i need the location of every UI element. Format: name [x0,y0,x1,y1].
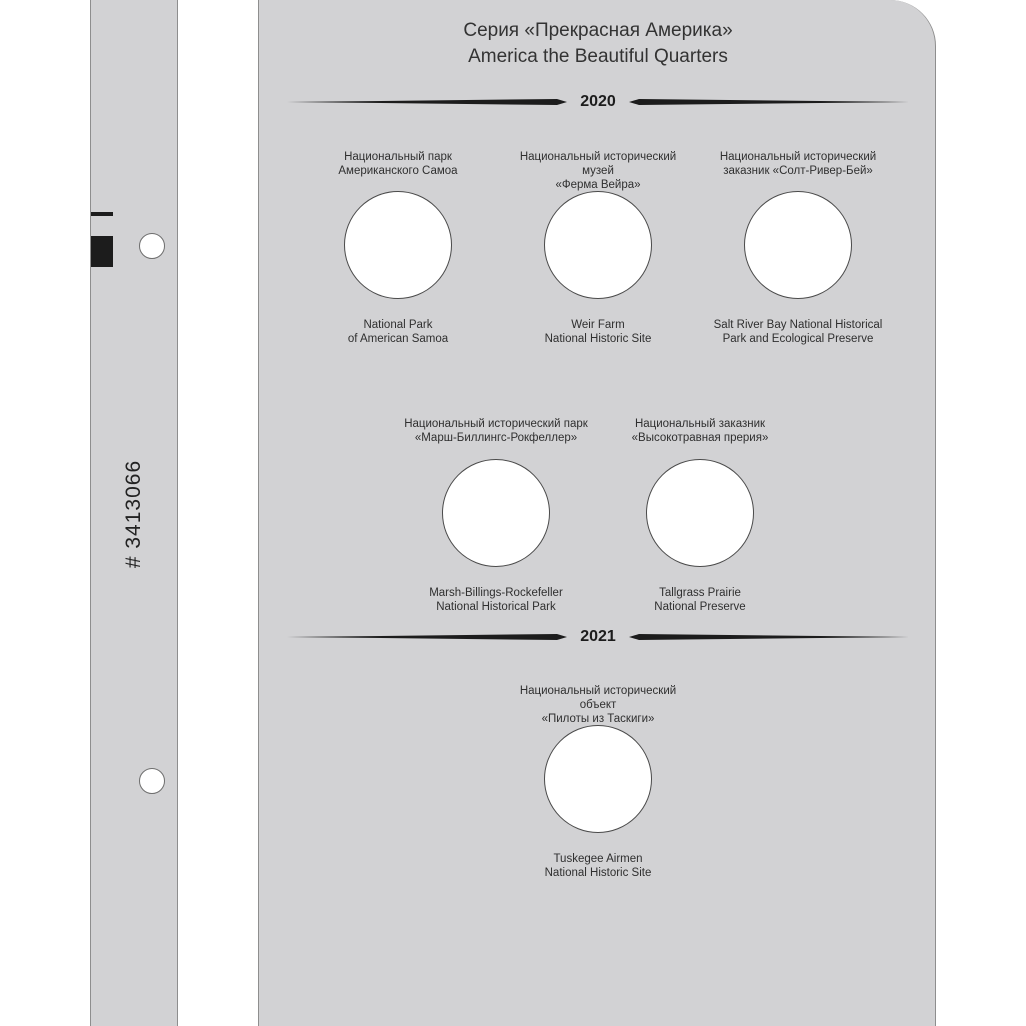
coin-slot-marsh-billings-rockefeller [401,417,591,614]
registration-mark-thin [91,212,113,216]
coin-hole [646,459,754,567]
year-divider-2020 [287,91,909,113]
year-label: 2021 [580,628,616,645]
coin-slot-tuskegee-airmen [503,684,693,880]
coin-slot-salt-river-bay [703,150,893,346]
year-label: 2020 [580,93,616,110]
caption-en: Marsh-Billings-Rockefeller National Historical Park [429,587,563,613]
coin-slot-american-samoa [303,150,493,346]
coin-hole [344,191,452,299]
coin-hole [442,459,550,567]
caption-ru: Национальный заказник «Высокотравная прерия» [631,418,769,444]
year-divider-2021 [287,626,909,648]
coin-hole [544,725,652,833]
coin-hole [544,191,652,299]
caption-ru: Национальный парк Американского Самоа [338,151,458,177]
catalog-code: # 3413066 [122,459,145,569]
punch-hole-bottom [139,768,165,794]
caption-ru: Национальный исторический объект «Пилоты из Таскиги» [519,685,677,725]
coin-slot-tallgrass-prairie [605,417,795,614]
caption-ru: Национальный исторический заказник «Солт-Ривер-Бей» [719,151,877,177]
album-sheet [258,0,936,1026]
caption-ru: Национальный исторический музей «Ферма Вейра» [519,151,677,191]
caption-en: Tuskegee Airmen National Historic Site [544,853,652,879]
coin-hole [744,191,852,299]
punch-hole-top [139,233,165,259]
caption-ru: Национальный исторический парк «Марш-Биллингс-Рокфеллер» [404,418,588,444]
series-title-ru: Серия «Прекрасная Америка» [463,20,733,41]
series-title-en: America the Beautiful Quarters [468,46,728,67]
caption-en: Weir Farm National Historic Site [544,319,652,345]
coin-slot-weir-farm [503,150,693,346]
caption-en: Tallgrass Prairie National Preserve [654,587,746,613]
caption-en: National Park of American Samoa [347,319,449,345]
registration-mark-thick [91,236,113,267]
caption-en: Salt River Bay National Historical Park and Ecological Preserve [713,319,883,345]
